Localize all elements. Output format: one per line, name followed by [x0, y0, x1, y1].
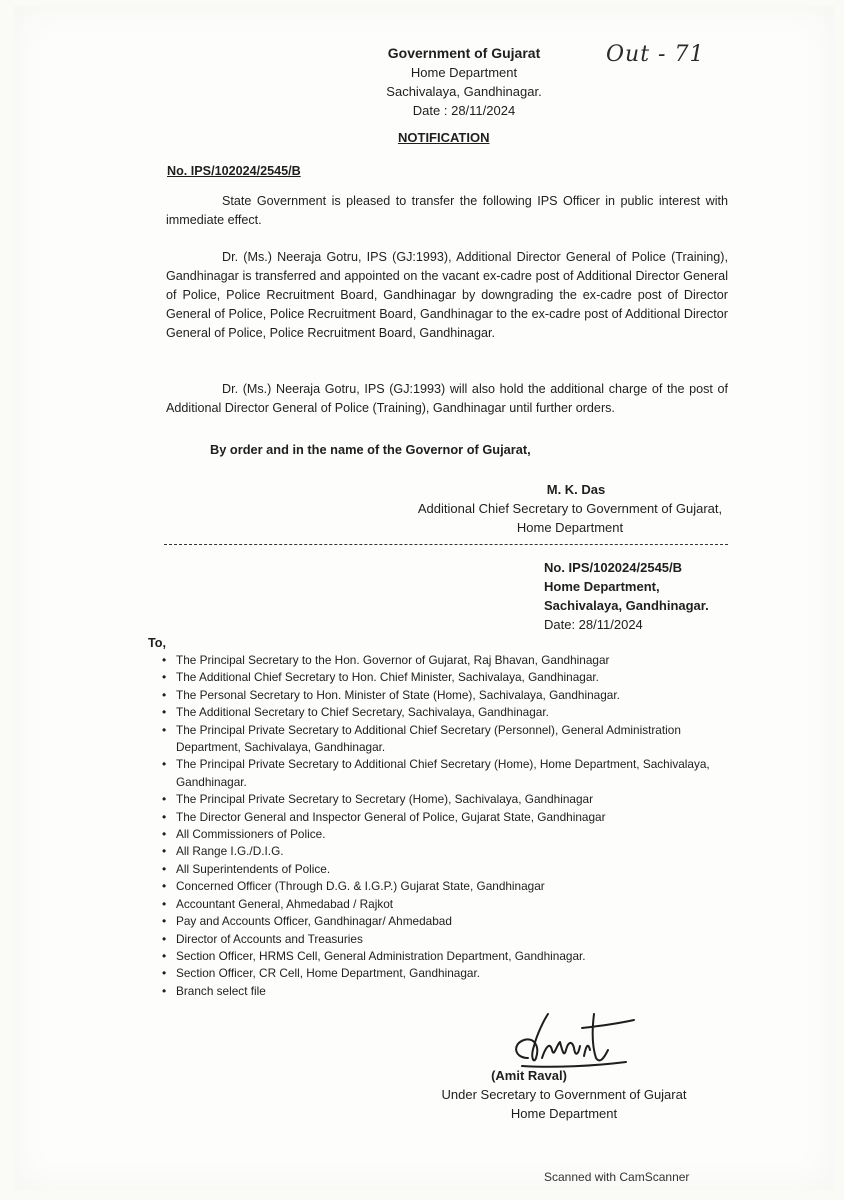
undersigned-designation: Under Secretary to Government of Gujarat — [441, 1087, 687, 1102]
copy-department: Home Department, — [544, 579, 660, 594]
signatory-block — [390, 480, 750, 537]
government-title: Government of Gujarat — [387, 45, 541, 61]
list-item: • The Principal Private Secretary to Secretary (Home), Sachivalaya, Gandhinagar — [160, 791, 720, 808]
list-item: • The Personal Secretary to Hon. Minister of State (Home), Sachivalaya, Gandhinagar. — [160, 687, 720, 704]
list-item: • Accountant General, Ahmedabad / Rajkot — [160, 896, 720, 913]
signatory-department: Home Department — [516, 520, 624, 535]
reference-number: No. IPS/102024/2545/B — [167, 164, 301, 178]
undersigned-name: (Amit Raval) — [491, 1068, 567, 1083]
notification-heading: NOTIFICATION — [398, 130, 490, 145]
list-item: • Section Officer, CR Cell, Home Department, Gandhinagar. — [160, 965, 720, 982]
paragraph-3: Dr. (Ms.) Neeraja Gotru, IPS (GJ:1993) will also hold the additional charge of the post of Additional Director General of Police (Training), Gandhinagar until further orders. — [166, 382, 728, 415]
header-date: Date : 28/11/2024 — [412, 103, 516, 118]
list-item: • All Commissioners of Police. — [160, 826, 720, 843]
document-page — [14, 6, 834, 1190]
list-item: • The Additional Chief Secretary to Hon. Chief Minister, Sachivalaya, Gandhinagar. — [160, 669, 720, 686]
office-place: Sachivalaya, Gandhinagar. — [386, 84, 542, 99]
copy-date: Date: 28/11/2024 — [544, 617, 643, 632]
list-item: • The Principal Private Secretary to Additional Chief Secretary (Personnel), General Administration Department, Sachivalaya, Gandhinagar. — [160, 722, 720, 757]
recipients-list — [160, 652, 720, 1000]
list-item: • The Principal Private Secretary to Additional Chief Secretary (Home), Home Department, Sachivalaya, Gandhinagar. — [160, 756, 720, 791]
scanner-watermark: Scanned with CamScanner — [544, 1170, 690, 1184]
copy-reference-block — [544, 558, 709, 634]
copy-number: No. IPS/102024/2545/B — [544, 560, 683, 575]
list-item: • The Additional Secretary to Chief Secretary, Sachivalaya, Gandhinagar. — [160, 704, 720, 721]
list-item: • All Range I.G./D.I.G. — [160, 843, 720, 860]
letterhead — [314, 44, 614, 120]
list-item: • The Principal Secretary to the Hon. Governor of Gujarat, Raj Bhavan, Gandhinagar — [160, 652, 720, 669]
list-item: • Pay and Accounts Officer, Gandhinagar/ Ahmedabad — [160, 913, 720, 930]
separator-line — [164, 544, 728, 545]
list-item: • All Superintendents of Police. — [160, 861, 720, 878]
paragraph-1: State Government is pleased to transfer the following IPS Officer in public interest with immediate effect. — [166, 194, 728, 227]
signatory-designation: Additional Chief Secretary to Government of Gujarat, — [417, 501, 723, 516]
to-label: To, — [148, 636, 166, 650]
department-name: Home Department — [410, 65, 518, 80]
list-item: • The Director General and Inspector General of Police, Gujarat State, Gandhinagar — [160, 809, 720, 826]
handwritten-signature — [504, 1006, 644, 1074]
undersigned-department: Home Department — [510, 1106, 618, 1121]
paragraph-2: Dr. (Ms.) Neeraja Gotru, IPS (GJ:1993), Additional Director General of Police (Training), Gandhinagar is transferred and appointed on the vacant ex-cadre post of Additional Director General of Police, Police Recruitment Board, Gandhinagar by downgrading the ex-cadre post of Director General of Police, Police Recruitment Board, Gandhinagar to the ex-cadre post of Additional Director General of Police, Police Recruitment Board, Gandhinagar. — [166, 250, 728, 340]
list-item: • Director of Accounts and Treasuries — [160, 931, 720, 948]
list-item: • Concerned Officer (Through D.G. & I.G.P.) Gujarat State, Gandhinagar — [160, 878, 720, 895]
order-line: By order and in the name of the Governor of Gujarat, — [210, 442, 531, 457]
handwritten-outward-note: Out - 71 — [606, 42, 705, 67]
undersigned-block — [404, 1066, 724, 1123]
list-item: • Branch select file — [160, 983, 720, 1000]
copy-place: Sachivalaya, Gandhinagar. — [544, 598, 709, 613]
list-item: • Section Officer, HRMS Cell, General Administration Department, Gandhinagar. — [160, 948, 720, 965]
signatory-name: M. K. Das — [546, 482, 606, 497]
